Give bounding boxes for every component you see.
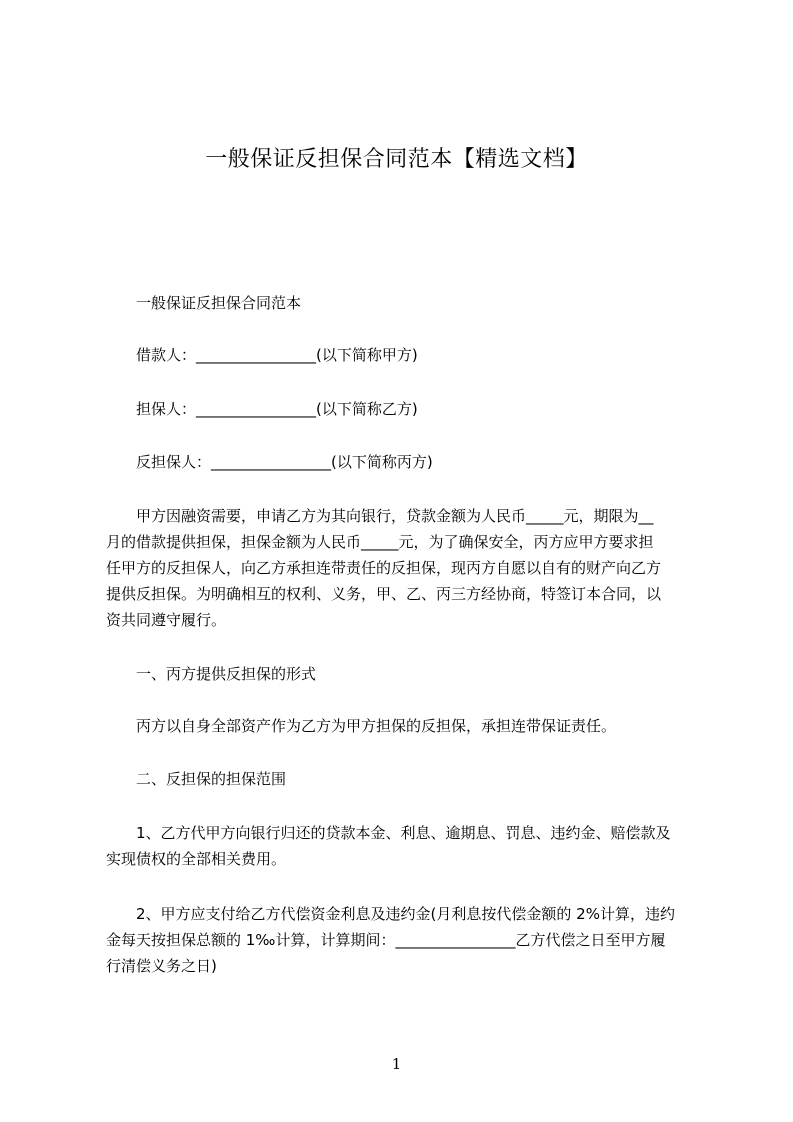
intro-line-4: 提供反担保。为明确相互的权利、义务，甲、乙、丙三方经协商，特签订本合同，以 <box>106 585 662 603</box>
page-number: 1 <box>391 1055 402 1073</box>
borrower-line: 借款人：________________(以下简称甲方) <box>136 346 418 364</box>
section-1-body: 丙方以自身全部资产作为乙方为甲方担保的反担保，承担连带保证责任。 <box>136 717 617 735</box>
guarantor-line: 担保人：________________(以下简称乙方) <box>136 400 418 418</box>
counter-guarantor-line: 反担保人：________________(以下简称丙方) <box>136 453 433 471</box>
section-2-item-2-line-1: 2、甲方应支付给乙方代偿资金利息及违约金(月利息按代偿金额的 2%计算，违约 <box>136 905 675 923</box>
section-2-heading: 二、反担保的担保范围 <box>136 770 287 788</box>
section-2-item-1-line-2: 实现债权的全部相关费用。 <box>106 850 287 868</box>
section-2-item-2-line-2: 金每天按担保总额的 1‰计算，计算期间：________________乙方代偿之日至甲方履 <box>106 931 666 949</box>
document-title: 一般保证反担保合同范本【精选文档】 <box>205 147 588 172</box>
section-2-item-2-line-3: 行清偿义务之日) <box>106 957 217 975</box>
contract-subtitle: 一般保证反担保合同范本 <box>136 294 302 312</box>
intro-line-1: 甲方因融资需要，申请乙方为其向银行，贷款金额为人民币_____元，期限为__ <box>136 507 654 525</box>
intro-line-2: 月的借款提供担保，担保金额为人民币_____元，为了确保安全，丙方应甲方要求担 <box>106 533 654 551</box>
intro-line-5: 资共同遵守履行。 <box>106 611 227 629</box>
section-2-item-1-line-1: 1、乙方代甲方向银行归还的贷款本金、利息、逾期息、罚息、违约金、赔偿款及 <box>136 824 671 842</box>
section-1-heading: 一、丙方提供反担保的形式 <box>136 665 317 683</box>
intro-line-3: 任甲方的反担保人，向乙方承担连带责任的反担保，现丙方自愿以自有的财产向乙方 <box>106 559 662 577</box>
